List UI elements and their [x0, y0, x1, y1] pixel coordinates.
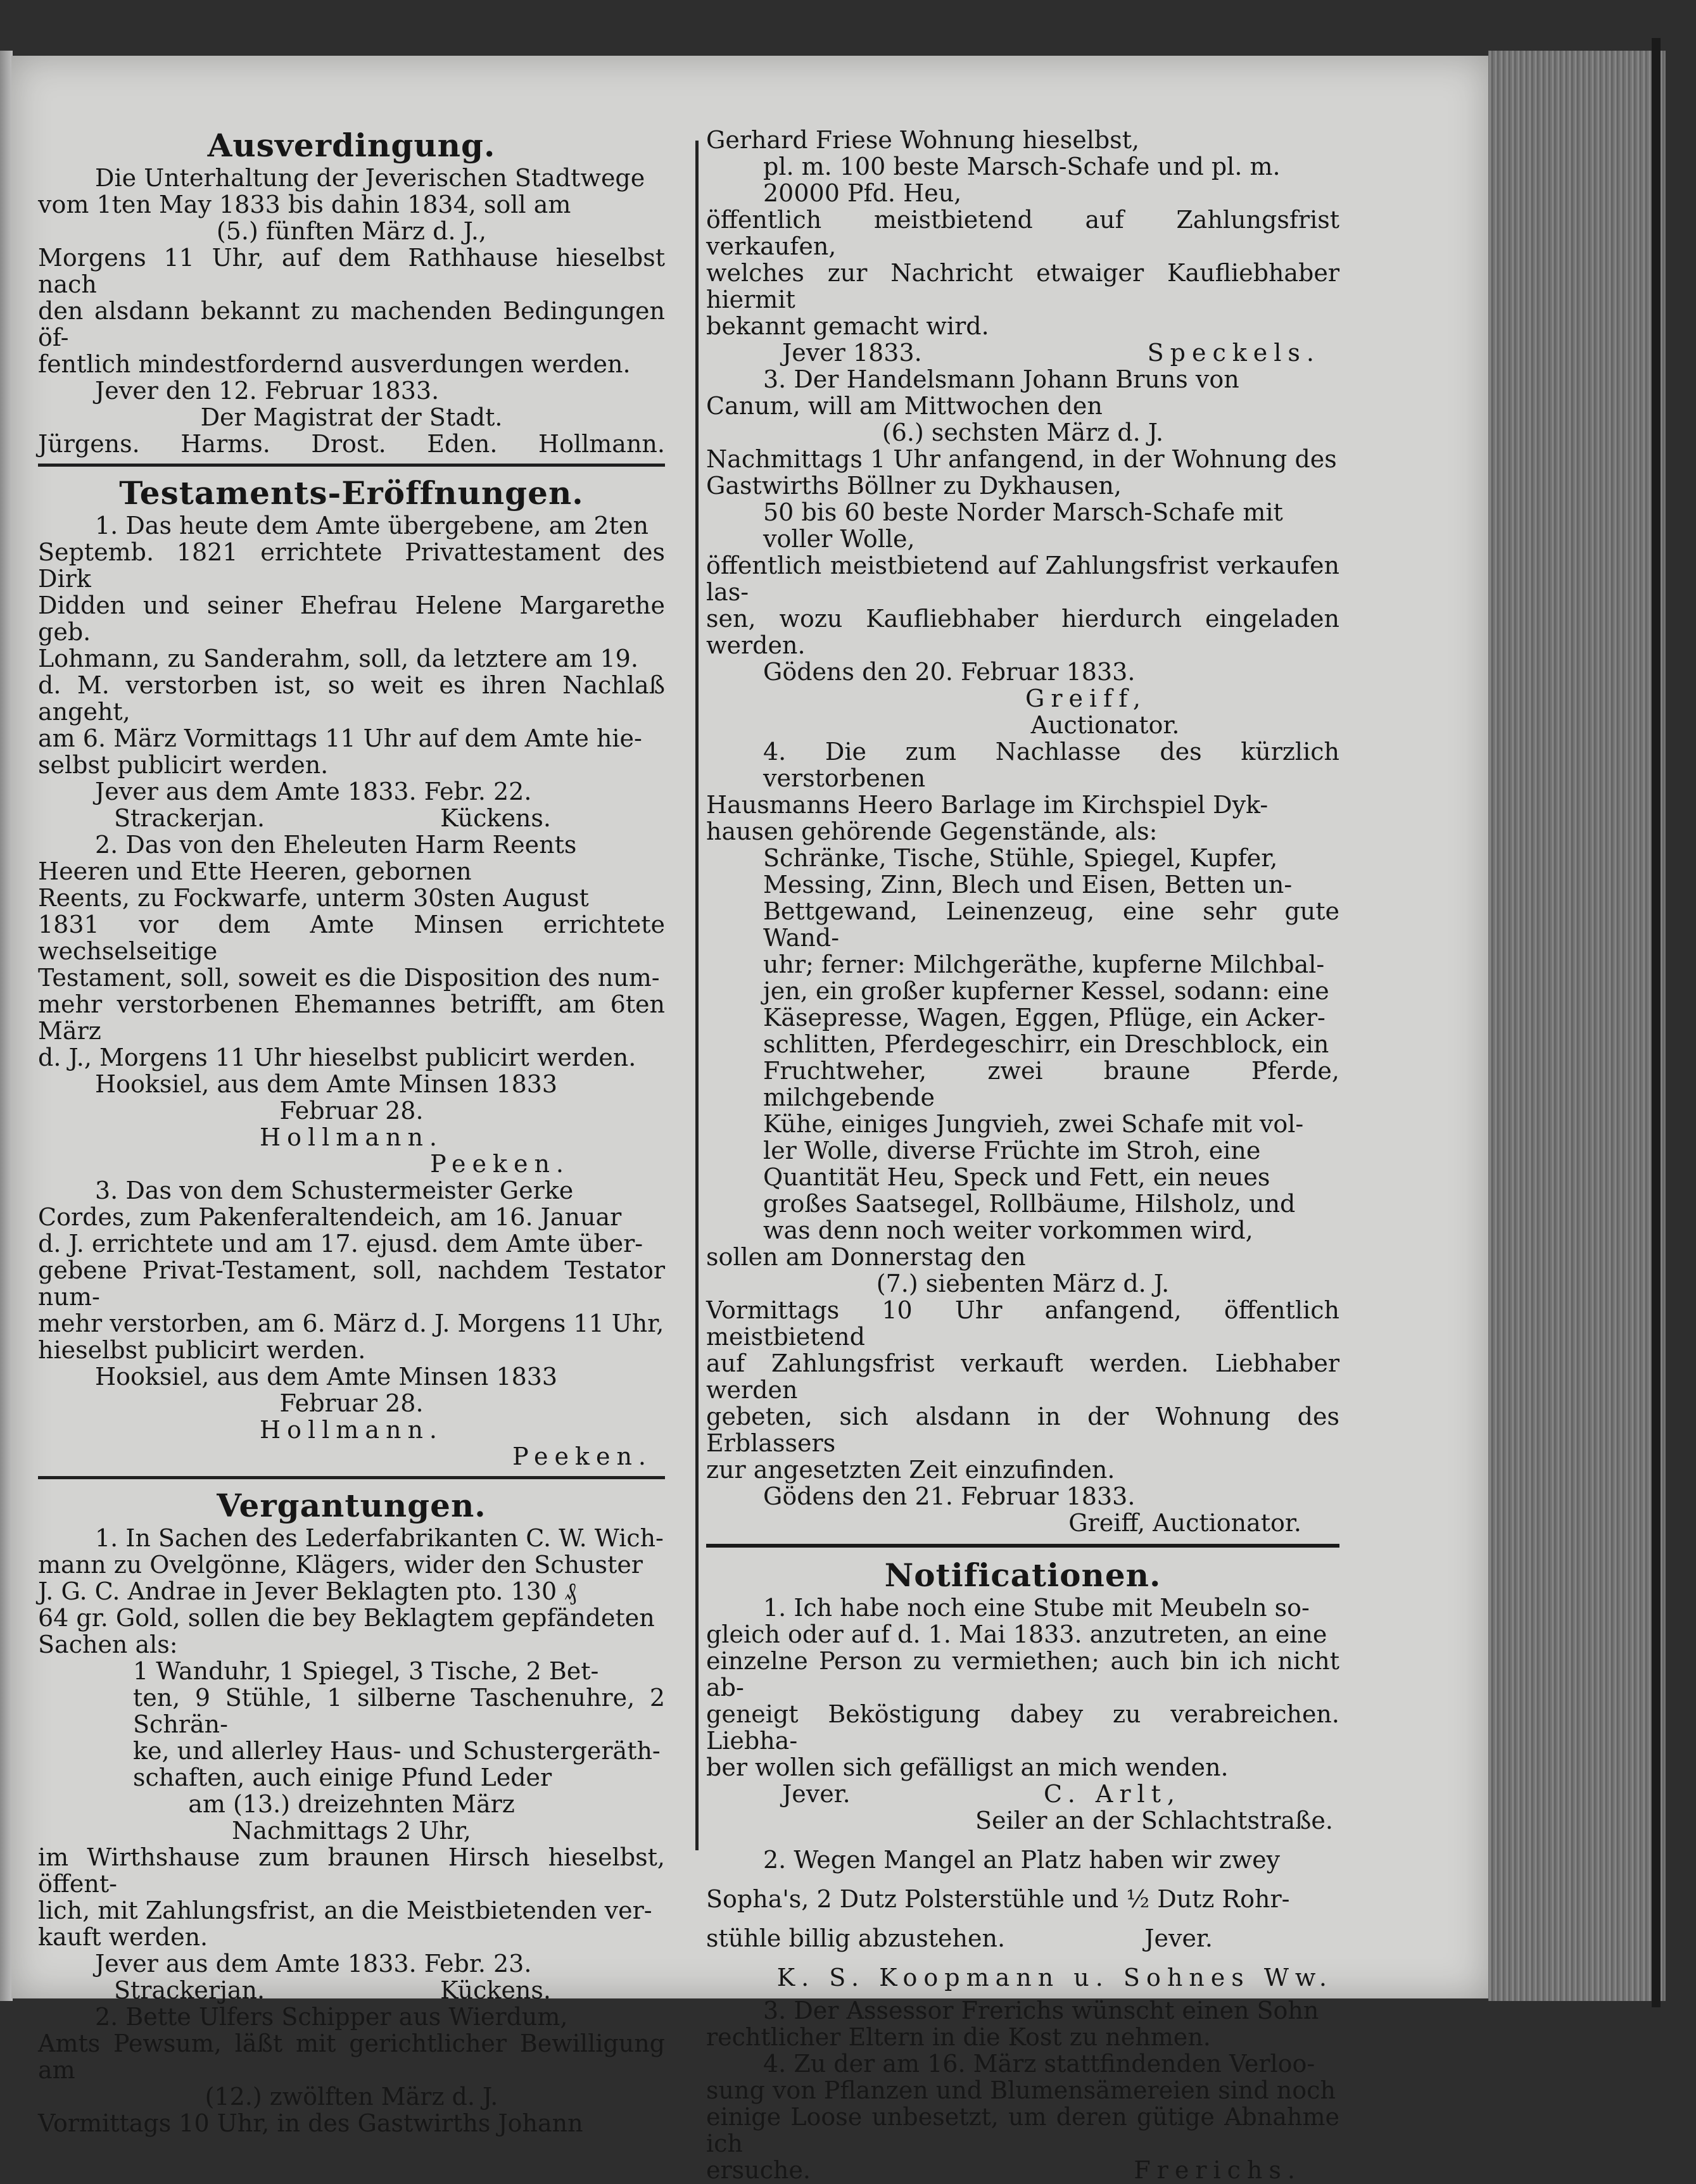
text-line: 3. Das von dem Schustermeister Gerke [95, 1177, 574, 1204]
text-line: 4. Die zum Nachlasse des kürzlich verstorbenen [763, 738, 1339, 792]
item-line: voller Wolle, [763, 525, 915, 553]
text-line: ersuche. [706, 2156, 811, 2184]
entry-3 [38, 1177, 665, 1470]
right-column [706, 127, 1339, 2183]
text-line: lich, mit Zahlungsfrist, an die Meistbietenden ver- [38, 1897, 652, 1924]
text-line: vom 1ten May 1833 bis dahin 1834, soll am [38, 191, 571, 218]
book-page-edges [1488, 51, 1666, 2001]
auction-date: (12.) zwölften März d. J. [205, 2083, 498, 2111]
notice-2 [706, 1840, 1339, 1997]
item-line: 20000 Pfd. Heu, [763, 179, 962, 207]
text-line: welches zur Nachricht etwaiger Kaufliebhaber hiermit [706, 259, 1339, 313]
text-line: Hausmanns Heero Barlage im Kirchspiel Dyk- [706, 791, 1269, 819]
item-line: Schränke, Tische, Stühle, Spiegel, Kupfer, [763, 844, 1278, 872]
item-line: jen, ein großer kupferner Kessel, sodann: eine [763, 977, 1329, 1005]
text-line: öffentlich meistbietend auf Zahlungsfrist verkaufen, [706, 206, 1339, 260]
text-line: Gerhard Friese Wohnung hieselbst, [706, 126, 1140, 154]
item-line: 50 bis 60 beste Norder Marsch-Schafe mit [763, 498, 1283, 526]
text-line: Reents, zu Fockwarfe, unterm 30sten August [38, 884, 589, 912]
text-line: bekannt gemacht wird. [706, 312, 989, 340]
text-line: sen, wozu Kaufliebhaber hierdurch eingeladen werden. [706, 605, 1339, 659]
text-line: gebeten, sich alsdann in der Wohnung des Erblassers [706, 1403, 1339, 1457]
text-line: 1. Das heute dem Amte übergebene, am 2ten [95, 512, 649, 540]
text-line: hieselbst publicirt werden. [38, 1336, 366, 1364]
adjacent-page-edge [0, 51, 13, 2001]
dateline: Gödens den 21. Februar 1833. [763, 1482, 1136, 1510]
signatures [38, 1977, 665, 2004]
signature: Frerichs. [1134, 2156, 1301, 2184]
text-line: Die Unterhaltung der Jeverischen Stadtwege [95, 164, 645, 192]
item-line: schaften, auch einige Pfund Leder [133, 1764, 552, 1791]
entry-2 [38, 831, 665, 1177]
text-line: 2. Wegen Mangel an Platz haben wir zwey [763, 1846, 1281, 1874]
signature: Kückens. [440, 804, 551, 832]
signature: Greiff, Auctionator. [1068, 1509, 1301, 1537]
item-line: was denn noch weiter vorkommen wird, [763, 1216, 1253, 1244]
section-rule [38, 464, 665, 467]
text-line: kauft werden. [38, 1923, 208, 1951]
item-line: uhr; ferner: Milchgeräthe, kupferne Milchbal- [763, 950, 1325, 978]
signature: Harms. [180, 430, 270, 458]
entry-3 [706, 366, 1339, 738]
section-rule [706, 1544, 1339, 1548]
dateline: Hooksiel, aus dem Amte Minsen 1833 [95, 1363, 558, 1391]
text-line: 3. Der Handelsmann Johann Bruns von [763, 365, 1239, 393]
signature: Speckels. [1147, 339, 1320, 367]
signature: Strackerjan. [114, 1976, 265, 2004]
item-line: ten, 9 Stühle, 1 silberne Taschenuhre, 2 Schrän- [133, 1684, 665, 1738]
text-line: 64 gr. Gold, sollen die bey Beklagtem gepfändeten [38, 1604, 655, 1632]
signature: Hollmann. [538, 430, 665, 458]
text-line: sung von Pflanzen und Blumensämereien sind noch [706, 2076, 1336, 2104]
signature-row [706, 1919, 1339, 1958]
text-line: d. J. errichtete und am 17. ejusd. dem Amte über- [38, 1230, 643, 1258]
text-line: gleich oder auf d. 1. Mai 1833. anzutreten, an eine [706, 1620, 1327, 1648]
text-line: mann zu Ovelgönne, Klägers, wider den Schuster [38, 1551, 643, 1579]
dateline: Jever aus dem Amte 1833. Febr. 22. [95, 778, 532, 805]
item-line: ler Wolle, diverse Früchte im Stroh, eine [763, 1137, 1261, 1165]
left-column [38, 127, 665, 2137]
text-line: einzelne Person zu vermiethen; auch bin ich nicht ab- [706, 1647, 1339, 1701]
notice-3 [706, 1997, 1339, 2050]
section-rule [38, 1476, 665, 1479]
text-line: den alsdann bekannt zu machenden Bedingungen öf- [38, 297, 665, 351]
entry-2 [38, 2004, 665, 2137]
notice-1 [706, 1594, 1339, 1834]
text-line: rechtlicher Eltern in die Kost zu nehmen. [706, 2023, 1211, 2051]
item-line: Bettgewand, Leinenzeug, eine sehr gute Wand- [763, 897, 1339, 952]
text-line: selbst publicirt werden. [38, 751, 329, 779]
text-line: einige Loose unbesetzt, um deren gütige Abnahme ich [706, 2103, 1339, 2157]
item-line: großes Saatsegel, Rollbäume, Hilsholz, und [763, 1190, 1296, 1218]
item-line: Kühe, einiges Jungvieh, zwei Schafe mit vol- [763, 1110, 1304, 1138]
item-line: Messing, Zinn, Blech und Eisen, Betten un- [763, 871, 1293, 899]
section-heading: Testaments-Eröffnungen. [119, 474, 584, 512]
text-line: Vormittags 10 Uhr, in des Gastwirths Johann [38, 2109, 583, 2137]
signature: Strackerjan. [114, 804, 265, 832]
text-line: geneigt Beköstigung dabey zu verabreichen. Liebha- [706, 1700, 1339, 1755]
item-line: Käsepresse, Wagen, Eggen, Pflüge, ein Acker- [763, 1004, 1326, 1032]
signature-row [706, 1781, 1339, 1807]
signature: Eden. [427, 430, 498, 458]
section-heading: Vergantungen. [217, 1487, 486, 1524]
signature-role: Seiler an der Schlachtstraße. [975, 1807, 1333, 1834]
text-line: 1831 vor dem Amte Minsen errichtete wechselseitige [38, 911, 665, 965]
section-ausverdingung [38, 127, 665, 457]
entry-1 [38, 1525, 665, 2004]
notice-4 [706, 2050, 1339, 2183]
signature: Drost. [311, 430, 386, 458]
signature: K. S. Koopmann u. Sohnes Ww. [776, 1964, 1333, 1991]
auction-date: am (13.) dreizehnten März [188, 1790, 515, 1818]
item-line: Quantität Heu, Speck und Fett, ein neues [763, 1163, 1270, 1191]
place: Jever. [782, 1780, 851, 1808]
text-line: Cordes, zum Pakenferaltendeich, am 16. Januar [38, 1203, 622, 1231]
text-line: hausen gehörende Gegenstände, als: [706, 817, 1158, 845]
text-line: 2. Bette Ulfers Schipper aus Wierdum, [95, 2003, 568, 2031]
dateline: Jever den 12. Februar 1833. [95, 377, 440, 405]
signature: C. Arlt, [1044, 1780, 1181, 1808]
text-line: Gastwirths Böllner zu Dykhausen, [706, 472, 1122, 500]
dateline: Jever 1833. [782, 339, 922, 367]
text-line: 3. Der Assessor Frerichs wünscht einen Sohn [763, 1997, 1319, 2024]
signature-role: Auctionator. [1030, 711, 1180, 739]
text-line: Sachen als: [38, 1631, 178, 1658]
text-line: mehr verstorbenen Ehemannes betrifft, am 6ten März [38, 990, 665, 1045]
section-heading: Ausverdingung. [207, 127, 496, 164]
place: Jever. [1144, 1924, 1213, 1952]
text-line: fentlich mindestfordernd ausverdungen werden. [38, 350, 631, 378]
continued-entry [706, 127, 1339, 366]
dateline: Februar 28. [279, 1097, 424, 1125]
text-line: Canum, will am Mittwochen den [706, 392, 1103, 420]
text-line: d. M. verstorben ist, so weit es ihren Nachlaß angeht, [38, 671, 665, 726]
section-vergantungen [38, 1487, 665, 2137]
signatures [38, 805, 665, 831]
signature: Peeken. [512, 1442, 652, 1470]
text-line: Heeren und Ette Heeren, gebornen [38, 857, 472, 885]
entry-1 [38, 512, 665, 831]
dateline: Hooksiel, aus dem Amte Minsen 1833 [95, 1070, 558, 1098]
text-line: zur angesetzten Zeit einzufinden. [706, 1456, 1115, 1484]
text-line: sollen am Donnerstag den [706, 1243, 1026, 1271]
text-line: gebene Privat-Testament, soll, nachdem Testator num- [38, 1256, 665, 1311]
text-line: auf Zahlungsfrist verkauft werden. Liebhaber werden [706, 1349, 1339, 1404]
signature-row [706, 2157, 1339, 2183]
entry-4 [706, 738, 1339, 1536]
section-notificationen [706, 1556, 1339, 2183]
text-line: d. J., Morgens 11 Uhr hieselbst publicirt werden. [38, 1044, 636, 1071]
text-line: Testament, soll, soweit es die Disposition des num- [38, 964, 660, 992]
text-line: Didden und seiner Ehefrau Helene Margarethe geb. [38, 591, 665, 646]
text-line: Lohmann, zu Sanderahm, soll, da letztere am 19. [38, 645, 638, 672]
signature: Hollmann. [259, 1123, 444, 1151]
text-line: 1. In Sachen des Lederfabrikanten C. W. Wich- [95, 1524, 664, 1552]
signatures [38, 431, 665, 457]
text-line: (5.) fünften März d. J., [216, 217, 487, 245]
text-line: Morgens 11 Uhr, auf dem Rathhause hieselbst nach [38, 244, 665, 298]
text-line: 2. Das von den Eheleuten Harm Reents [95, 831, 577, 859]
text-line: im Wirthshause zum braunen Hirsch hieselbst, öffent- [38, 1843, 665, 1898]
signature-row [706, 339, 1339, 366]
text-line: Amts Pewsum, läßt mit gerichtlicher Bewilligung am [38, 2029, 665, 2084]
signature: Jürgens. [38, 430, 140, 458]
column-divider [695, 141, 699, 1850]
signature: Greiff, [1025, 685, 1147, 712]
text-line: ber wollen sich gefälligst an mich wenden. [706, 1753, 1229, 1781]
signature: Kückens. [440, 1976, 551, 2004]
item-line: 1 Wanduhr, 1 Spiegel, 3 Tische, 2 Bet- [133, 1657, 599, 1685]
text-line: 1. Ich habe noch eine Stube mit Meubeln so- [763, 1594, 1310, 1622]
authority: Der Magistrat der Stadt. [200, 403, 503, 431]
text-line: am 6. März Vormittags 11 Uhr auf dem Amte hie- [38, 724, 642, 752]
dateline: Gödens den 20. Februar 1833. [763, 658, 1136, 686]
text-line: 4. Zu der am 16. März stattfindenden Verloo- [763, 2050, 1315, 2078]
section-heading: Notificationen. [884, 1556, 1161, 1594]
text-line: Nachmittags 1 Uhr anfangend, in der Wohnung des [706, 445, 1337, 473]
text-line: Sopha's, 2 Dutz Polsterstühle und ½ Dutz Rohr- [706, 1885, 1290, 1913]
text-line: öffentlich meistbietend auf Zahlungsfrist verkaufen las- [706, 552, 1339, 606]
auction-date: (6.) sechsten März d. J. [882, 419, 1164, 446]
item-line: schlitten, Pferdegeschirr, ein Dreschblock, ein [763, 1030, 1329, 1058]
signature: Hollmann. [259, 1416, 444, 1444]
auction-time: Nachmittags 2 Uhr, [232, 1817, 471, 1845]
signature: Peeken. [430, 1150, 570, 1178]
section-testaments [38, 474, 665, 1470]
book-spine-shadow [1652, 38, 1661, 2007]
text-line: stühle billig abzustehen. [706, 1924, 1006, 1952]
item-line: pl. m. 100 beste Marsch-Schafe und pl. m. [763, 153, 1281, 180]
item-line: Fruchtweher, zwei braune Pferde, milchgebende [763, 1057, 1339, 1111]
auction-date: (7.) siebenten März d. J. [876, 1270, 1170, 1297]
text-line: mehr verstorben, am 6. März d. J. Morgens 11 Uhr, [38, 1310, 664, 1337]
text-line: Vormittags 10 Uhr anfangend, öffentlich meistbietend [706, 1296, 1339, 1351]
dateline: Februar 28. [279, 1389, 424, 1417]
text-line: Septemb. 1821 errichtete Privattestament des Dirk [38, 538, 665, 593]
item-line: ke, und allerley Haus- und Schustergeräth- [133, 1737, 661, 1765]
text-line: J. G. C. Andrae in Jever Beklagten pto. 130 ₰ [38, 1577, 577, 1605]
dateline: Jever aus dem Amte 1833. Febr. 23. [95, 1950, 532, 1978]
